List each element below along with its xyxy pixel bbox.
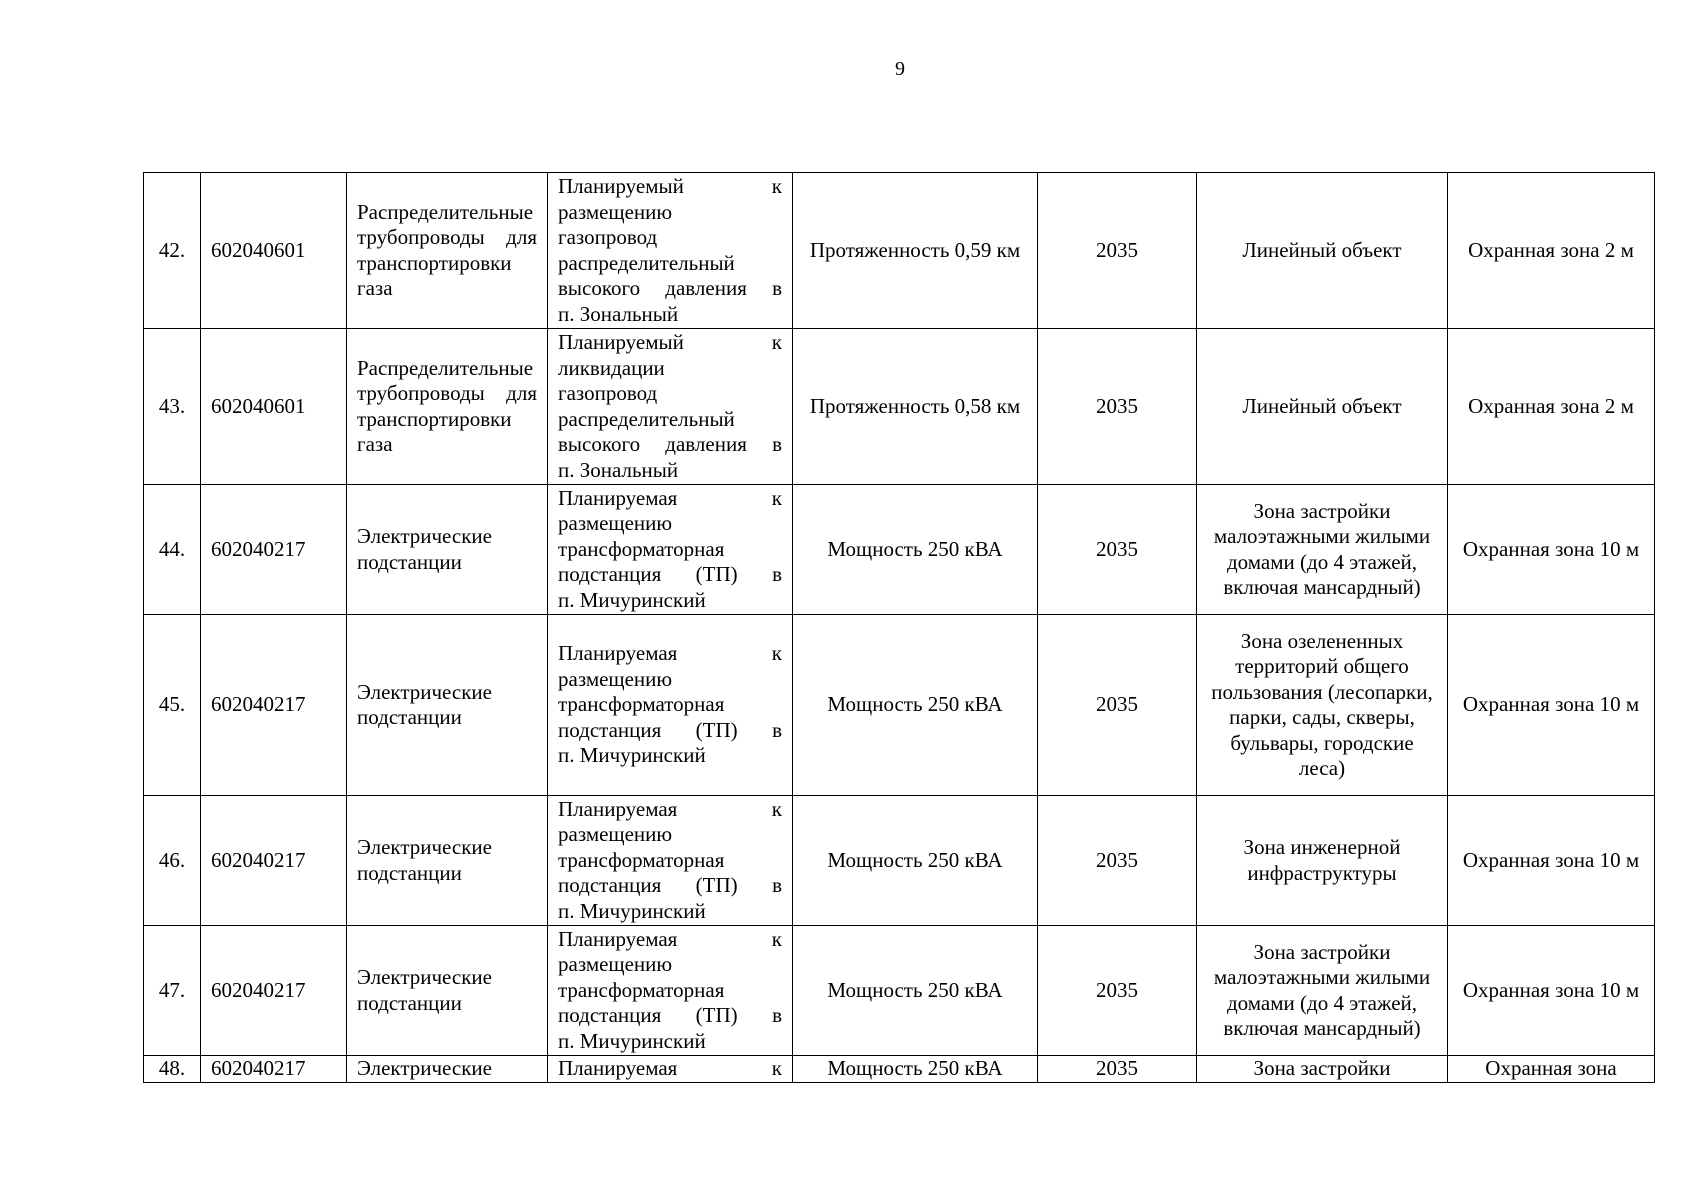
table-row [144, 796, 1655, 926]
description-line: трансформаторная [558, 847, 725, 872]
row-functional-zone: Линейный объект [1197, 329, 1448, 485]
row-number: 44. [144, 485, 201, 615]
description-line: п. Зональный [558, 301, 679, 326]
description-line: Планируемая к [558, 485, 782, 510]
row-object-type: Электрические подстанции [347, 615, 548, 796]
table-row [144, 173, 1655, 329]
row-description [548, 796, 793, 926]
row-protection-zone: Охранная зона 10 м [1448, 796, 1655, 926]
row-description [548, 615, 793, 796]
row-year: 2035 [1038, 173, 1197, 329]
row-code: 602040217 [201, 796, 347, 926]
description-line: Планируемая к [558, 926, 782, 951]
description-line: Планируемая к [558, 1056, 782, 1080]
row-object-type: Распределительные трубопроводы для транспортировки газа [347, 329, 548, 485]
description-line: распределительный [558, 250, 735, 275]
row-object-type: Распределительные трубопроводы для транспортировки газа [347, 173, 548, 329]
page-number: 9 [895, 58, 905, 80]
row-functional-zone: Линейный объект [1197, 173, 1448, 329]
row-parameter: Мощность 250 кВА [793, 1056, 1038, 1083]
description-line: подстанция (ТП) в [558, 1003, 782, 1028]
row-object-type: Электрические [347, 1056, 548, 1083]
row-functional-zone: Зона озелененных территорий общего пользования (лесопарки, парки, сады, скверы, бульвары, городские леса) [1197, 615, 1448, 796]
table-row [144, 926, 1655, 1056]
row-protection-zone: Охранная зона 10 м [1448, 926, 1655, 1056]
description-line: п. Мичуринский [558, 587, 706, 612]
description-line: п. Мичуринский [558, 1028, 706, 1053]
row-parameter: Мощность 250 кВА [793, 485, 1038, 615]
table-row [144, 485, 1655, 615]
row-protection-zone: Охранная зона 10 м [1448, 615, 1655, 796]
description-line: Планируемая к [558, 796, 782, 821]
row-year: 2035 [1038, 485, 1197, 615]
row-description [548, 485, 793, 615]
row-year: 2035 [1038, 926, 1197, 1056]
row-code: 602040601 [201, 329, 347, 485]
description-line: высокого давления в [558, 276, 782, 300]
row-protection-zone: Охранная зона 2 м [1448, 329, 1655, 485]
row-protection-zone: Охранная зона 10 м [1448, 485, 1655, 615]
table-row [144, 615, 1655, 796]
description-line: трансформаторная [558, 536, 725, 561]
row-number: 43. [144, 329, 201, 485]
row-number: 45. [144, 615, 201, 796]
row-parameter: Мощность 250 кВА [793, 796, 1038, 926]
row-code: 602040217 [201, 926, 347, 1056]
table-row [144, 329, 1655, 485]
description-line: подстанция (ТП) в [558, 873, 782, 898]
description-line: п. Мичуринский [558, 743, 706, 768]
row-parameter: Мощность 250 кВА [793, 615, 1038, 796]
description-line: распределительный [558, 406, 735, 431]
row-description [548, 926, 793, 1056]
row-object-type: Электрические подстанции [347, 926, 548, 1056]
table-body [144, 173, 1655, 1083]
description-line: подстанция (ТП) в [558, 562, 782, 587]
description-line: п. Зональный [558, 457, 679, 482]
description-line: размещению [558, 199, 673, 224]
description-line: газопровод [558, 381, 658, 405]
row-parameter: Протяженность 0,59 км [793, 173, 1038, 329]
row-code: 602040217 [201, 485, 347, 615]
description-line: Планируемый к [558, 174, 782, 198]
description-line: трансформаторная [558, 692, 725, 717]
row-number: 47. [144, 926, 201, 1056]
row-year: 2035 [1038, 615, 1197, 796]
description-line: размещению [558, 822, 673, 847]
description-line: газопровод [558, 225, 658, 249]
description-line: трансформаторная [558, 977, 725, 1002]
description-line: п. Мичуринский [558, 898, 706, 923]
row-description [548, 173, 793, 329]
description-line: размещению [558, 952, 673, 977]
description-line: ликвидации [558, 355, 665, 380]
description-line: Планируемая к [558, 641, 782, 666]
row-parameter: Мощность 250 кВА [793, 926, 1038, 1056]
row-number: 48. [144, 1056, 201, 1083]
row-protection-zone: Охранная зона 2 м [1448, 173, 1655, 329]
row-year: 2035 [1038, 1056, 1197, 1083]
row-object-type: Электрические подстанции [347, 485, 548, 615]
row-functional-zone: Зона инженерной инфраструктуры [1197, 796, 1448, 926]
row-object-type: Электрические подстанции [347, 796, 548, 926]
row-year: 2035 [1038, 329, 1197, 485]
row-functional-zone: Зона застройки [1197, 1056, 1448, 1083]
description-line: размещению [558, 511, 673, 536]
row-description [548, 329, 793, 485]
objects-table [143, 172, 1655, 1083]
table-row [144, 1056, 1655, 1083]
row-functional-zone: Зона застройки малоэтажными жилыми домами (до 4 этажей, включая мансардный) [1197, 926, 1448, 1056]
description-line: размещению [558, 666, 673, 691]
description-line: подстанция (ТП) в [558, 717, 782, 742]
row-functional-zone: Зона застройки малоэтажными жилыми домами (до 4 этажей, включая мансардный) [1197, 485, 1448, 615]
description-line: высокого давления в [558, 432, 782, 456]
row-number: 42. [144, 173, 201, 329]
row-protection-zone: Охранная зона [1448, 1056, 1655, 1083]
row-code: 602040217 [201, 1056, 347, 1083]
row-description [548, 1056, 793, 1083]
row-year: 2035 [1038, 796, 1197, 926]
description-line: Планируемый к [558, 330, 782, 354]
row-parameter: Протяженность 0,58 км [793, 329, 1038, 485]
row-code: 602040601 [201, 173, 347, 329]
row-number: 46. [144, 796, 201, 926]
row-code: 602040217 [201, 615, 347, 796]
